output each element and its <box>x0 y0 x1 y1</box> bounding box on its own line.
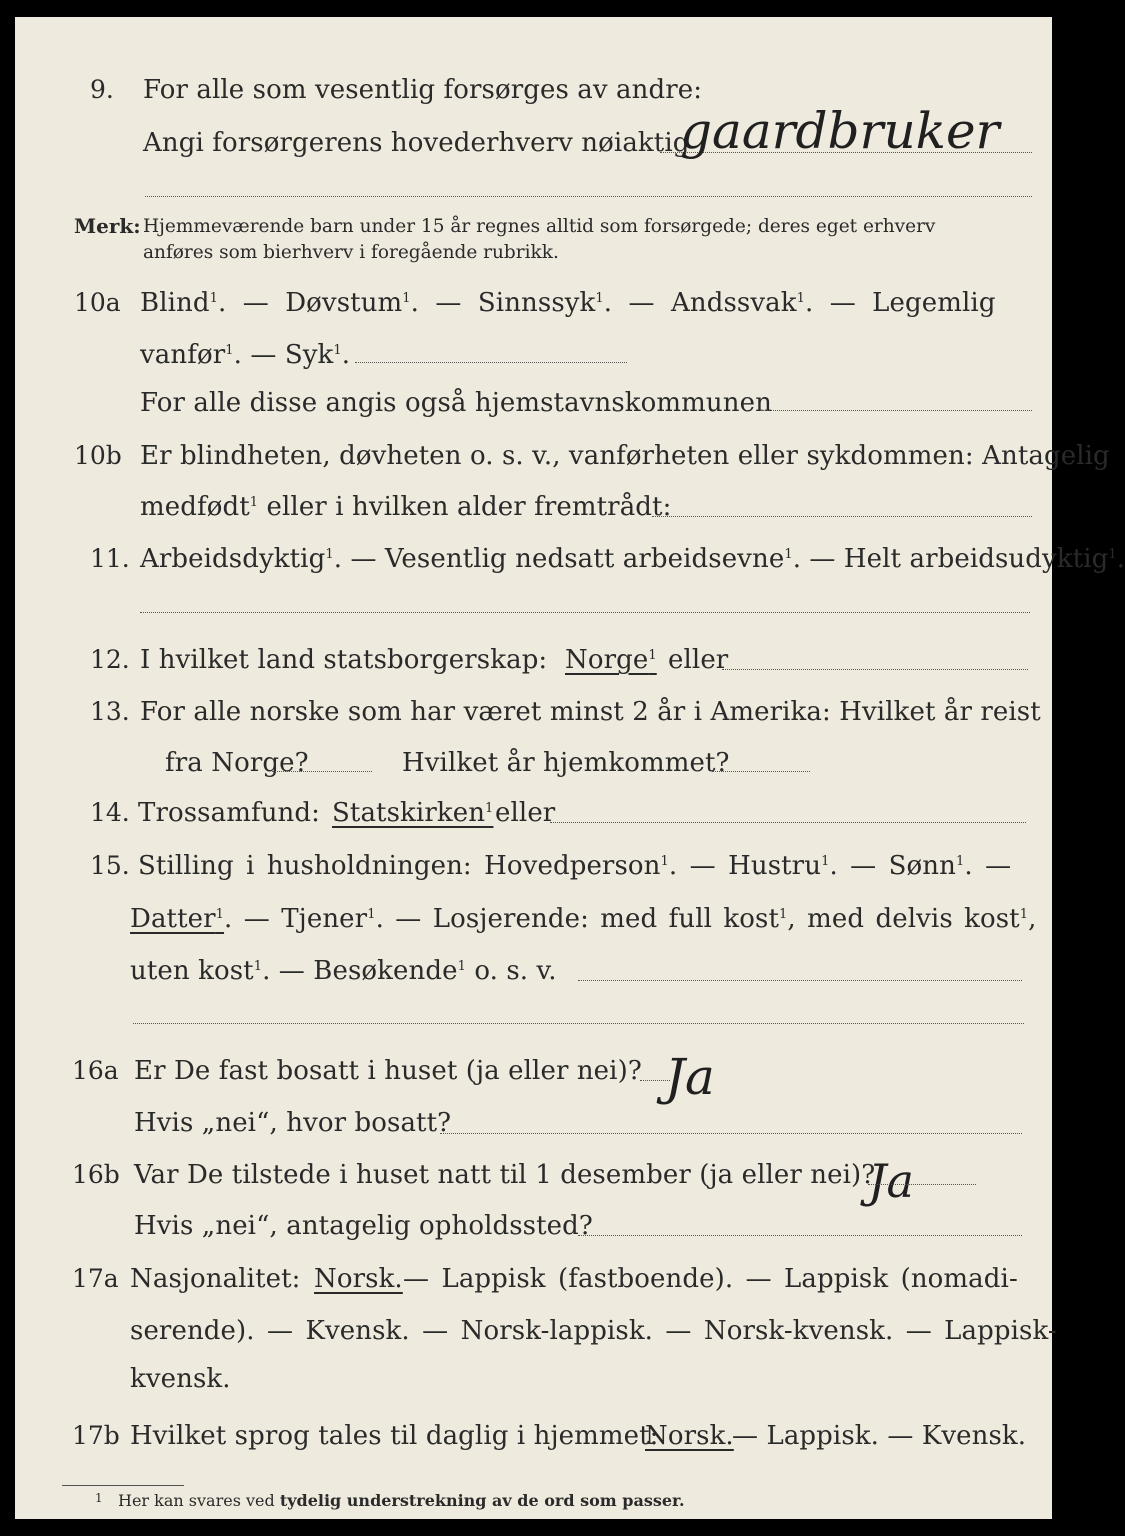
q17a-label: Nasjonalitet: <box>130 1264 301 1294</box>
q12-number: 12. <box>90 645 130 674</box>
q10a-sick-line <box>355 362 627 363</box>
q13-left-line <box>272 771 372 772</box>
q12-option-norge: Norge$^1$ <box>565 645 657 675</box>
q11-number: 11. <box>90 544 130 573</box>
q9-handwritten-answer: gaardbruker <box>680 102 1000 160</box>
q13-line1: For alle norske som har været minst 2 år i Amerika: Hvilket år reist <box>140 697 1041 727</box>
q10a-line1: Blind$^1$. — Døvstum$^1$. — Sinnssyk$^1$. — Andssvak$^1$. — Legemlig <box>140 288 996 318</box>
q10b-line1: Er blindheten, døvheten o. s. v., vanførheten eller sykdommen: Antagelig <box>140 441 1110 471</box>
q16a-number: 16a <box>72 1056 119 1085</box>
q17a-option-norsk: Norsk. <box>314 1264 403 1294</box>
q9-line1: For alle som vesentlig forsørges av andre: <box>143 75 703 105</box>
q15-extra-line <box>133 1023 1024 1024</box>
q10a-number: 10a <box>74 288 121 317</box>
q9-number: 9. <box>90 75 114 104</box>
q16b-line2: Hvis „nei“, antagelig opholdssted? <box>134 1211 593 1241</box>
q14-question: Trossamfund: <box>138 798 320 828</box>
q10a-line2: vanfør$^1$. — Syk$^1$. <box>140 340 351 370</box>
merk-line1: Hjemmeværende barn under 15 år regnes alltid som forsørgede; deres eget erhverv <box>143 216 936 237</box>
q10b-line2: medfødt$^1$ eller i hvilken alder fremtrådt: <box>140 492 672 522</box>
q10a-municipality-line <box>760 410 1032 411</box>
footnote-divider <box>62 1485 184 1486</box>
q17a-number: 17a <box>72 1264 119 1293</box>
q15-answer-line <box>578 980 1022 981</box>
q17b-question: Hvilket sprog tales til daglig i hjemmet: <box>130 1421 659 1451</box>
q14-answer-line <box>550 822 1026 823</box>
q17a-line2: serende). — Kvensk. — Norsk-lappisk. — Norsk-kvensk. — Lappisk- <box>130 1316 1057 1346</box>
q14-or: eller <box>495 798 556 828</box>
q16a-residence-line <box>440 1133 1022 1134</box>
q15-line1: Stilling i husholdningen: Hovedperson$^1$. — Hustru$^1$. — Sønn$^1$. — <box>138 851 1012 881</box>
q17b-number: 17b <box>72 1421 120 1450</box>
q9-extra-line <box>145 196 1032 197</box>
q16b-number: 16b <box>72 1160 120 1189</box>
q9-line2: Angi forsørgerens hovederhverv nøiaktig <box>143 128 690 158</box>
q17a-line3: kvensk. <box>130 1364 231 1394</box>
q15-number: 15. <box>90 851 130 880</box>
q17b-line-rest: — Lappisk. — Kvensk. <box>732 1421 1027 1451</box>
q16a-question: Er De fast bosatt i huset (ja eller nei)? <box>134 1056 642 1086</box>
q15-line3: uten kost$^1$. — Besøkende$^1$ o. s. v. <box>130 956 557 986</box>
q15-line2: Datter$^1$. — Tjener$^1$. — Losjerende: med full kost$^1$, med delvis kost$^1$, <box>130 904 1037 934</box>
q16a-handwritten-answer: Ja <box>665 1048 715 1106</box>
footnote-mark: 1 <box>95 1491 103 1505</box>
q15-option-datter: Datter$^1$ <box>130 904 225 934</box>
q13-right-question: Hvilket år hjemkommet? <box>402 748 730 778</box>
q17a-line1-rest: — Lappisk (fastboende). — Lappisk (nomadi- <box>403 1264 1018 1294</box>
q13-right-line <box>712 771 810 772</box>
merk-label: Merk: <box>74 214 141 238</box>
q16b-question: Var De tilstede i huset natt til 1 desember (ja eller nei)? <box>134 1160 876 1190</box>
q16b-answer-line <box>868 1184 976 1185</box>
q11-answer-line <box>140 612 1030 613</box>
q16a-line2: Hvis „nei“, hvor bosatt? <box>134 1108 452 1138</box>
q12-or: eller <box>668 645 729 675</box>
q12-question: I hvilket land statsborgerskap: <box>140 645 548 675</box>
q17b-option-norsk: Norsk. <box>645 1421 734 1451</box>
q16b-handwritten-answer: Ja <box>868 1154 914 1208</box>
q16b-place-line <box>578 1235 1022 1236</box>
q14-option-statskirken: Statskirken$^1$ <box>332 798 494 828</box>
q12-answer-line <box>722 669 1028 670</box>
q10b-number: 10b <box>74 441 122 470</box>
q10b-answer-line <box>652 516 1032 517</box>
footnote-text: Her kan svares ved tydelig understrekning av de ord som passer. <box>118 1491 685 1510</box>
q13-number: 13. <box>90 697 130 726</box>
merk-line2: anføres som bierhverv i foregående rubrikk. <box>143 242 559 263</box>
q10a-line3: For alle disse angis også hjemstavnskommunen <box>140 388 772 418</box>
q13-left-question: fra Norge? <box>165 748 309 778</box>
q11-line1: Arbeidsdyktig$^1$. — Vesentlig nedsatt arbeidsevne$^1$. — Helt arbeidsudyktig$^1$. <box>140 544 1125 574</box>
q14-number: 14. <box>90 798 130 827</box>
